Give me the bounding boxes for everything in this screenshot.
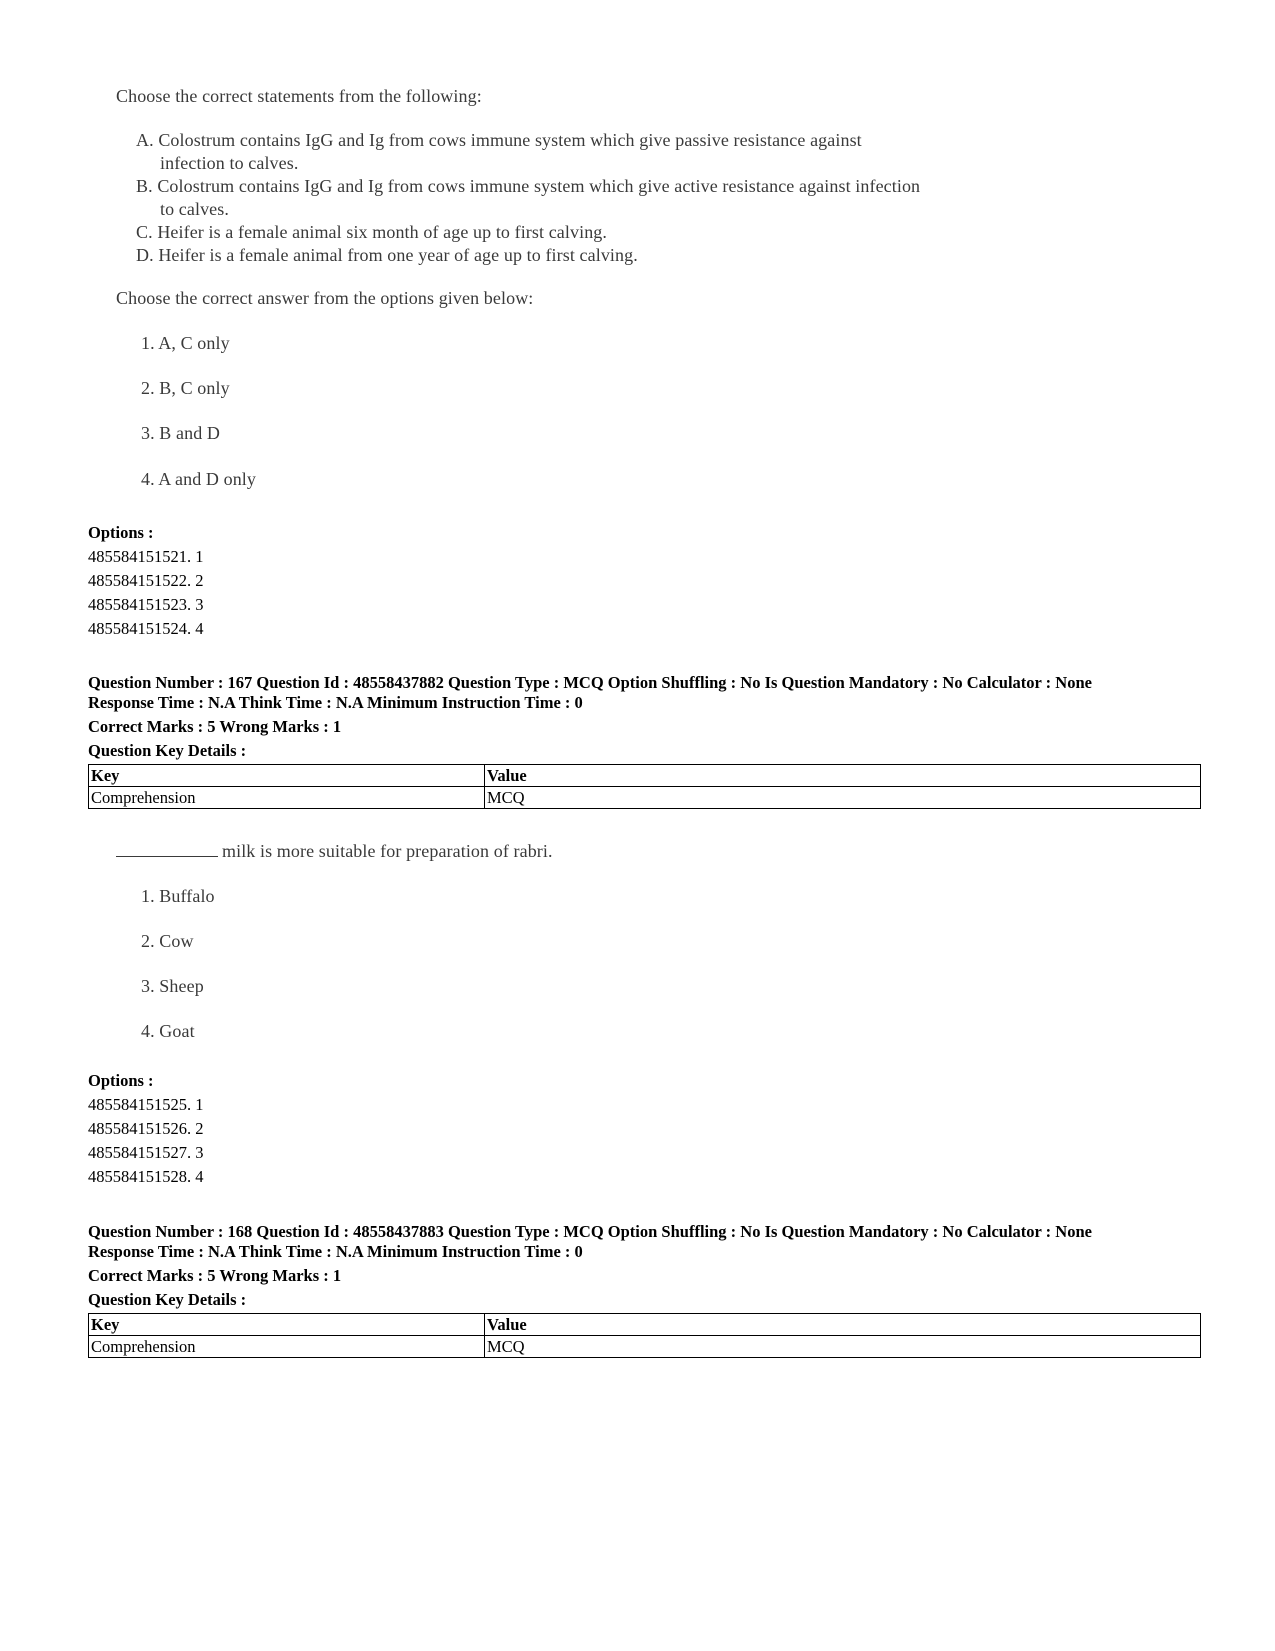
- question-marks: Correct Marks : 5 Wrong Marks : 1: [88, 717, 342, 736]
- question-meta-line2: Response Time : N.A Think Time : N.A Minimum Instruction Time : 0: [88, 693, 583, 712]
- choice-1: 1. A, C only: [141, 333, 230, 353]
- question-intro: Choose the correct statements from the following:: [116, 86, 482, 106]
- statement-b-cont: to calves.: [160, 199, 229, 219]
- statement-b: B. Colostrum contains IgG and Ig from cows immune system which give active resistance against infection: [136, 176, 921, 196]
- question-meta-line1: Question Number : 168 Question Id : 48558437883 Question Type : MCQ Option Shuffling : No Is Question Mandatory : No Calculator : None: [88, 1222, 1092, 1241]
- choice-2: 2. Cow: [141, 931, 194, 951]
- question-key-details-label: Question Key Details :: [88, 741, 247, 760]
- option-1: 485584151521. 1: [88, 547, 204, 566]
- option-4: 485584151524. 4: [88, 619, 204, 638]
- table-header-value: Value: [485, 1314, 1201, 1336]
- question-key-table: [88, 1313, 1201, 1358]
- statement-a: A. Colostrum contains IgG and Ig from cows immune system which give passive resistance against: [136, 130, 862, 150]
- table-cell-value: MCQ: [485, 787, 1201, 809]
- table-cell-key: Comprehension: [89, 787, 485, 809]
- table-row: [89, 787, 1201, 809]
- option-3: 485584151527. 3: [88, 1143, 204, 1162]
- table-row: [89, 1336, 1201, 1358]
- statement-a-cont: infection to calves.: [160, 153, 299, 173]
- answer-prompt: Choose the correct answer from the options given below:: [116, 288, 534, 308]
- option-1: 485584151525. 1: [88, 1095, 204, 1114]
- table-header-row: [89, 1314, 1201, 1336]
- question-image-block1: [0, 0, 1275, 490]
- table-cell-value: MCQ: [485, 1336, 1201, 1358]
- question-key-table: [88, 764, 1201, 809]
- question-text: milk is more suitable for preparation of rabri.: [116, 840, 553, 862]
- question-meta-line2: Response Time : N.A Think Time : N.A Minimum Instruction Time : 0: [88, 1242, 583, 1261]
- choice-3: 3. Sheep: [141, 976, 204, 996]
- option-2: 485584151526. 2: [88, 1119, 204, 1138]
- options-label: Options :: [88, 523, 154, 542]
- table-header-value: Value: [485, 765, 1201, 787]
- statement-c: C. Heifer is a female animal six month of age up to first calving.: [136, 222, 607, 242]
- table-cell-key: Comprehension: [89, 1336, 485, 1358]
- choice-4: 4. Goat: [141, 1021, 195, 1041]
- choice-2: 2. B, C only: [141, 378, 230, 398]
- option-4: 485584151528. 4: [88, 1167, 204, 1186]
- option-2: 485584151522. 2: [88, 571, 204, 590]
- question-meta-line1: Question Number : 167 Question Id : 48558437882 Question Type : MCQ Option Shuffling : No Is Question Mandatory : No Calculator : None: [88, 673, 1092, 692]
- statement-d: D. Heifer is a female animal from one year of age up to first calving.: [136, 245, 638, 265]
- question-image-q167: [0, 830, 1275, 1050]
- blank-line: [116, 840, 218, 857]
- option-3: 485584151523. 3: [88, 595, 204, 614]
- table-header-key: Key: [89, 1314, 485, 1336]
- choice-1: 1. Buffalo: [141, 886, 215, 906]
- choice-4: 4. A and D only: [141, 469, 257, 489]
- table-header-row: [89, 765, 1201, 787]
- question-marks: Correct Marks : 5 Wrong Marks : 1: [88, 1266, 342, 1285]
- options-label: Options :: [88, 1071, 154, 1090]
- question-key-details-label: Question Key Details :: [88, 1290, 247, 1309]
- table-header-key: Key: [89, 765, 485, 787]
- choice-3: 3. B and D: [141, 423, 220, 443]
